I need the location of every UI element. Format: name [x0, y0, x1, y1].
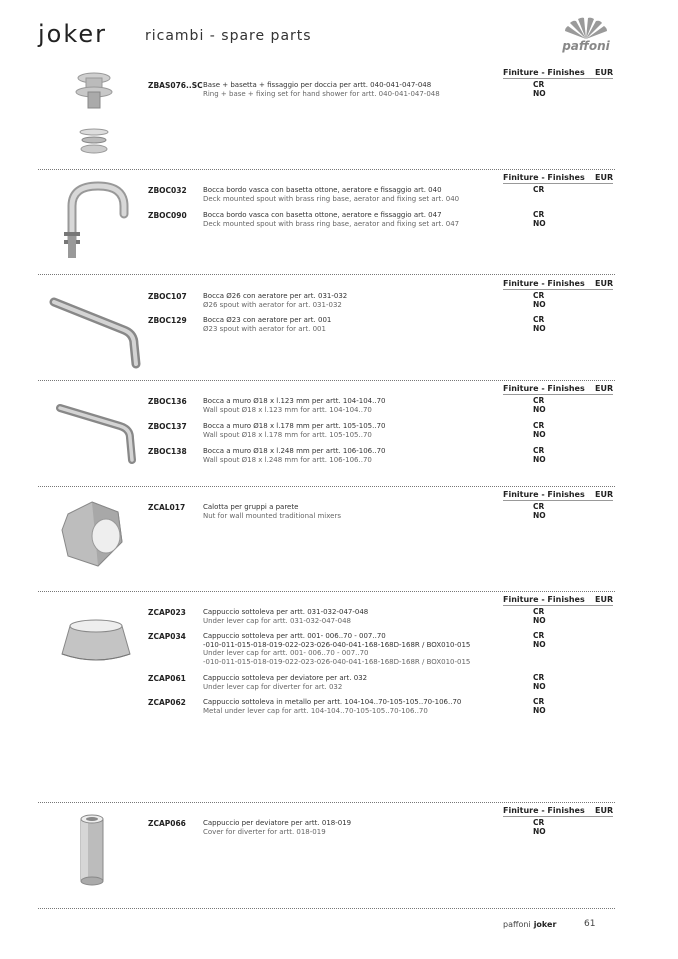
catalog-title: joker [38, 20, 108, 48]
finishes-header: Finiture - Finishes EUR [503, 68, 614, 77]
part-description: Bocca a muro Ø18 x l.123 mm per artt. 104-104..70 Wall spout Ø18 x l.123 mm for artt. 104-104..70 [203, 397, 386, 414]
part-code: ZBOC032 [148, 186, 187, 195]
part-code: ZCAP034 [148, 632, 186, 641]
part-code: ZBOC129 [148, 316, 187, 325]
part-description: Bocca bordo vasca con basetta ottone, aeratore e fissaggio art. 047 Deck mounted spout with brass ring base, aerator and fixing set art. 047 [203, 211, 460, 228]
finish-list: CR NO [533, 818, 546, 836]
finish-list: CR NO [533, 421, 546, 439]
deck-spout-image [58, 180, 134, 264]
finish-list: CR NO [533, 631, 546, 649]
section-divider [38, 802, 615, 803]
finishes-header: Finiture - Finishes EUR [503, 595, 614, 604]
finish-list: CR NO [533, 291, 546, 309]
part-description: Base + basetta + fissaggio per doccia per artt. 040-041-047-048 Ring + base + fixing set for hand shower for artt. 040-041-047-048 [203, 81, 440, 98]
finish-list: CR NO [533, 607, 546, 625]
part-description: Cappuccio sottoleva per artt. 031-032-047-048 Under lever cap for artt. 031-032-047-048 [203, 608, 369, 625]
nut-image [58, 498, 128, 574]
section-divider [38, 591, 615, 592]
part-description: Bocca Ø23 con aeratore per art. 001 Ø23 spout with aerator for art. 001 [203, 316, 332, 333]
part-description: Cappuccio sottoleva per deviatore per art. 032 Under lever cap for diverter for art. 032 [203, 674, 368, 691]
base-set-image [72, 70, 116, 160]
wall-spout-image [56, 402, 142, 470]
part-description: Cappuccio per deviatore per artt. 018-019 Cover for diverter for artt. 018-019 [203, 819, 352, 836]
section-divider [38, 169, 615, 170]
finishes-header: Finiture - Finishes EUR [503, 806, 614, 815]
section-divider [38, 380, 615, 381]
finish-list: CR NO [533, 446, 546, 464]
catalog-subtitle: ricambi - spare parts [145, 28, 312, 44]
paffoni-fan-icon [557, 17, 615, 41]
finish-list: CR NO [533, 673, 546, 691]
finish-list: CR NO [533, 396, 546, 414]
finish-list: CR [533, 185, 545, 194]
diverter-cover-image [78, 814, 106, 890]
footer-brand: paffoni joker [503, 920, 557, 929]
part-code: ZCAP066 [148, 819, 186, 828]
part-code: ZCAL017 [148, 503, 186, 512]
part-description: Calotta per gruppi a parete Nut for wall mounted traditional mixers [203, 503, 342, 520]
section-divider [38, 274, 615, 275]
finishes-header: Finiture - Finishes EUR [503, 173, 614, 182]
part-code: ZCAP023 [148, 608, 186, 617]
part-code: ZBOC107 [148, 292, 187, 301]
part-code: ZCAP062 [148, 698, 186, 707]
part-description: Bocca a muro Ø18 x l.178 mm per artt. 105-105..70 Wall spout Ø18 x l.178 mm for artt. 105-105..70 [203, 422, 386, 439]
part-description: Cappuccio sottoleva per artt. 001- 006..70 - 007..70 -010-011-015-018-019-022-023-026-040-041-168-168D-168R / BOX010-015 Under lever cap for artt. 001- 006..70 - 007..70 -010-011-015-018-019-022-023-026-040-041-168-168D-168R / BOX010-015 [203, 632, 471, 666]
part-code: ZBOC090 [148, 211, 187, 220]
section-divider [38, 908, 615, 909]
finish-list: CR NO [533, 502, 546, 520]
finish-list: CR NO [533, 697, 546, 715]
finishes-header: Finiture - Finishes EUR [503, 490, 614, 499]
part-code: ZBOC137 [148, 422, 187, 431]
page-number: 61 [584, 919, 596, 929]
lever-cap-image [60, 618, 132, 668]
part-description: Cappuccio sottoleva in metallo per artt. 104-104..70-105-105..70-106..70 Metal under lever cap for artt. 104-104..70-105-105..70-106..70 [203, 698, 462, 715]
part-code: ZCAP061 [148, 674, 186, 683]
part-code: ZBOC138 [148, 447, 187, 456]
part-description: Bocca Ø26 con aeratore per art. 031-032 Ø26 spout with aerator for art. 031-032 [203, 292, 348, 309]
part-description: Bocca a muro Ø18 x l.248 mm per artt. 106-106..70 Wall spout Ø18 x l.248 mm for artt. 106-106..70 [203, 447, 386, 464]
finish-list: CR NO [533, 315, 546, 333]
logo-text: paffoni [562, 39, 610, 53]
brand-logo [557, 17, 615, 53]
spout-image [48, 294, 144, 374]
section-divider [38, 486, 615, 487]
finish-list: CR NO [533, 80, 546, 98]
part-description: Bocca bordo vasca con basetta ottone, aeratore e fissaggio art. 040 Deck mounted spout with brass ring base, aerator and fixing set art. 040 [203, 186, 460, 203]
part-code: ZBOC136 [148, 397, 187, 406]
finishes-header: Finiture - Finishes EUR [503, 384, 614, 393]
finishes-header: Finiture - Finishes EUR [503, 279, 614, 288]
finish-list: CR NO [533, 210, 546, 228]
part-code: ZBAS076..SC [148, 81, 203, 90]
